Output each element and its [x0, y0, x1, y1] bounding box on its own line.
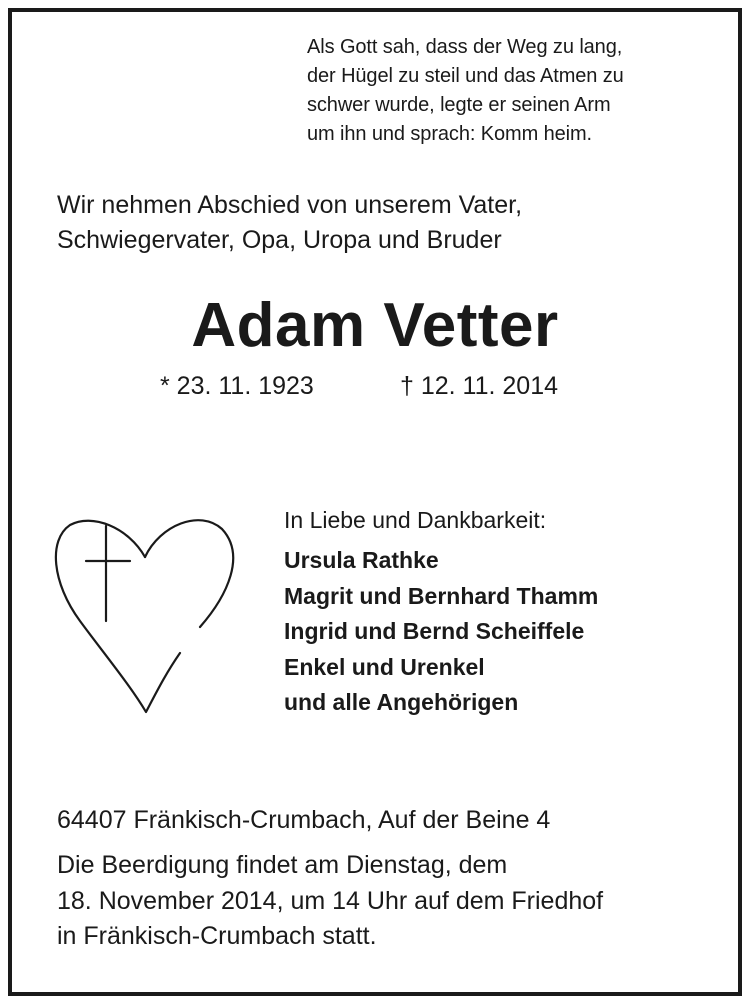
funeral-line: Die Beerdigung findet am Dienstag, dem	[57, 851, 508, 879]
mourner-name: Ursula Rathke	[284, 547, 439, 573]
farewell-intro	[57, 188, 522, 258]
heart-with-cross-icon	[50, 505, 240, 720]
gratitude-line: In Liebe und Dankbarkeit:	[284, 507, 547, 533]
quote-line: Als Gott sah, dass der Weg zu lang,	[307, 36, 623, 58]
deceased-name: Adam Vetter	[191, 291, 559, 360]
death-date: † 12. 11. 2014	[400, 372, 559, 400]
birth-date: * 23. 11. 1923	[160, 372, 314, 400]
intro-line: Schwiegervater, Opa, Uropa und Bruder	[57, 226, 502, 254]
memorial-quote	[307, 33, 727, 149]
quote-line: der Hügel zu steil und das Atmen zu	[307, 65, 624, 87]
mourner-name: Enkel und Urenkel	[284, 653, 485, 680]
quote-line: schwer wurde, legte er seinen Arm	[307, 94, 611, 116]
mourner-name: Magrit und Bernhard Thamm	[284, 582, 599, 609]
mourners-block	[284, 504, 598, 721]
family-address: 64407 Fränkisch-Crumbach, Auf der Beine 4	[57, 806, 551, 834]
quote-line: um ihn und sprach: Komm heim.	[307, 123, 593, 145]
funeral-info	[57, 848, 603, 955]
funeral-line: 18. November 2014, um 14 Uhr auf dem Friedhof	[57, 886, 604, 915]
funeral-line: in Fränkisch-Crumbach statt.	[57, 922, 377, 950]
intro-line: Wir nehmen Abschied von unserem Vater,	[57, 191, 523, 219]
mourner-name: Ingrid und Bernd Scheiffele	[284, 618, 585, 644]
mourner-name: und alle Angehörigen	[284, 689, 519, 715]
